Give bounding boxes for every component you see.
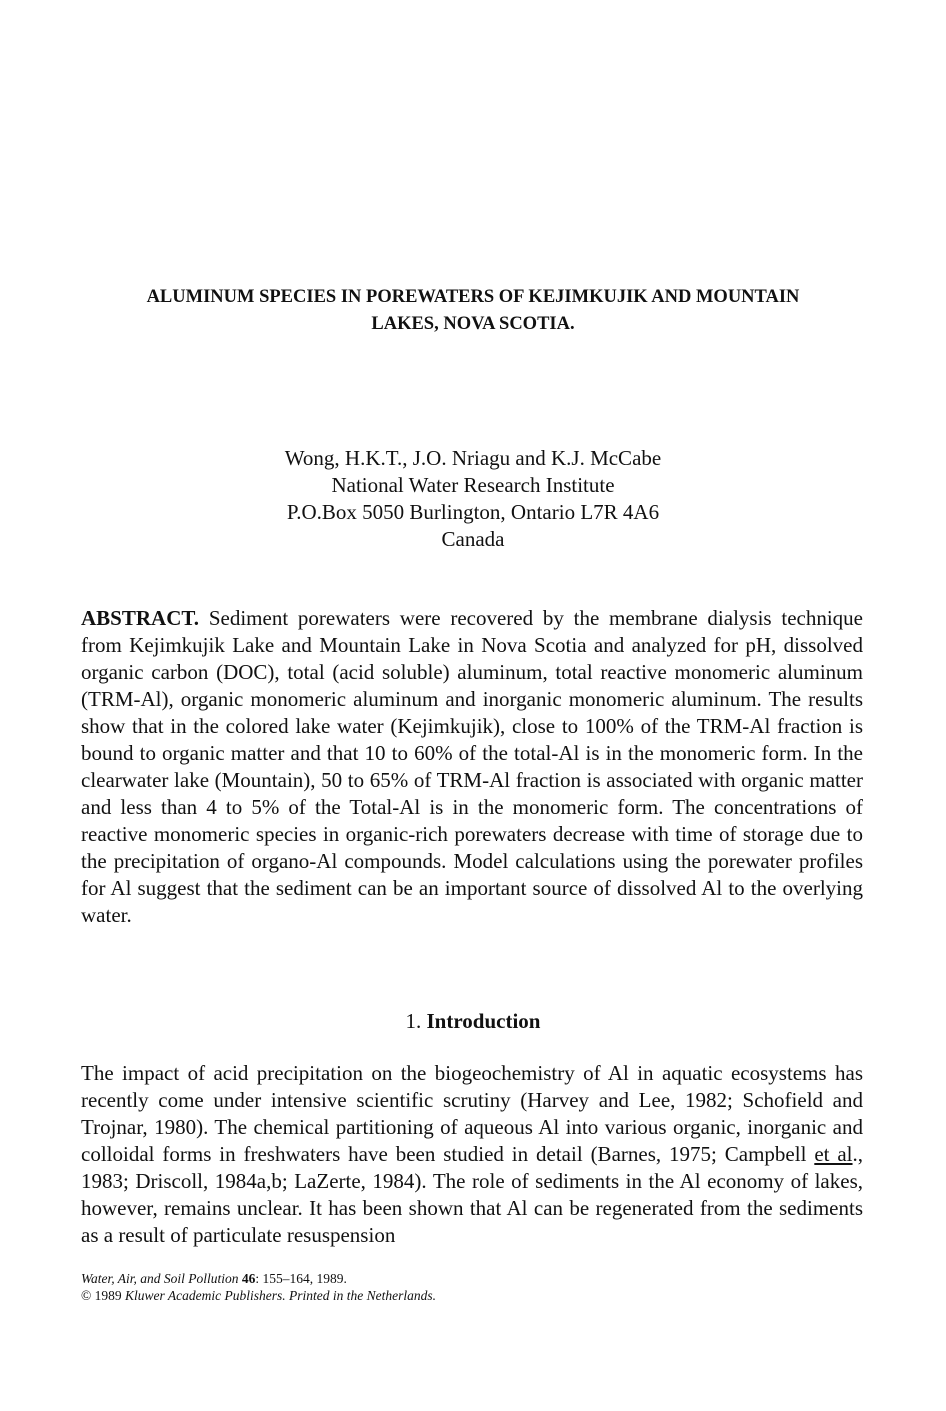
section-number: 1. <box>405 1009 422 1033</box>
publisher: Kluwer Academic Publishers. Printed in the Netherlands. <box>125 1288 436 1303</box>
abstract-text: Sediment porewaters were recovered by the membrane dialysis technique from Kejimkujik Lake and Mountain Lake in Nova Scotia and analyzed for pH, dissolved organic carbon (DOC), total (acid soluble) aluminum, total reactive monomeric aluminum (TRM-Al), organic monomeric aluminum and inorganic monomeric aluminum. The results show that in the colored lake water (Kejimkujik), close to 100% of the TRM-Al fraction is bound to organic matter and that 10 to 60% of the total-Al is in the monomeric form. In the clearwater lake (Mountain), 50 to 65% of TRM-Al fraction is associated with organic matter and less than 4 to 5% of the Total-Al is in the monomeric form. The concentrations of reactive monomeric species in organic-rich porewaters decrease with time of storage due to the precipitation of organo-Al compounds. Model calculations using the porewater profiles for Al suggest that the sediment can be an important source of dissolved Al to the overlying water. <box>81 606 863 927</box>
journal-citation <box>81 1270 863 1287</box>
author-address: P.O.Box 5050 Burlington, Ontario L7R 4A6 <box>286 500 660 524</box>
copyright-year: © 1989 <box>81 1288 122 1303</box>
copyright-line <box>81 1287 863 1304</box>
intro-et-al: et al <box>814 1142 853 1166</box>
author-block <box>200 445 746 553</box>
journal-name: Water, Air, and Soil Pollution <box>81 1271 239 1286</box>
journal-pages: : 155–164, 1989. <box>255 1271 347 1286</box>
author-country: Canada <box>441 527 505 551</box>
author-institute: National Water Research Institute <box>331 473 615 497</box>
intro-text-part-1: The impact of acid precipitation on the biogeochemistry of Al in aquatic ecosystems has recently come under intensive scientific scrutiny (Harvey and Lee, 1982; Schofield and Trojnar, 1980). The chemical partitioning of aqueous Al into various organic, inorganic and colloidal forms in freshwaters have been studied in detail (Barnes, 1975; Campbell <box>81 1061 863 1166</box>
abstract <box>81 605 863 929</box>
page-footer <box>81 1270 863 1304</box>
title-line-2: LAKES, NOVA SCOTIA. <box>371 314 575 334</box>
introduction-paragraph <box>81 1060 863 1249</box>
intro-text-part-2: ., 1983; Driscoll, 1984a,b; LaZerte, 1984). The role of sediments in the Al economy of lakes, however, remains unclear. It has been shown that Al can be regenerated from the sediments as a result of particulate resuspension <box>81 1142 864 1247</box>
abstract-label: ABSTRACT. <box>81 606 200 630</box>
journal-volume: 46 <box>241 1271 256 1286</box>
section-heading <box>200 1008 746 1035</box>
title-line-1: ALUMINUM SPECIES IN POREWATERS OF KEJIMKUJIK AND MOUNTAIN <box>146 287 800 307</box>
author-names: Wong, H.K.T., J.O. Nriagu and K.J. McCabe <box>284 446 662 470</box>
paper-title <box>60 284 886 338</box>
section-name: Introduction <box>426 1009 541 1033</box>
